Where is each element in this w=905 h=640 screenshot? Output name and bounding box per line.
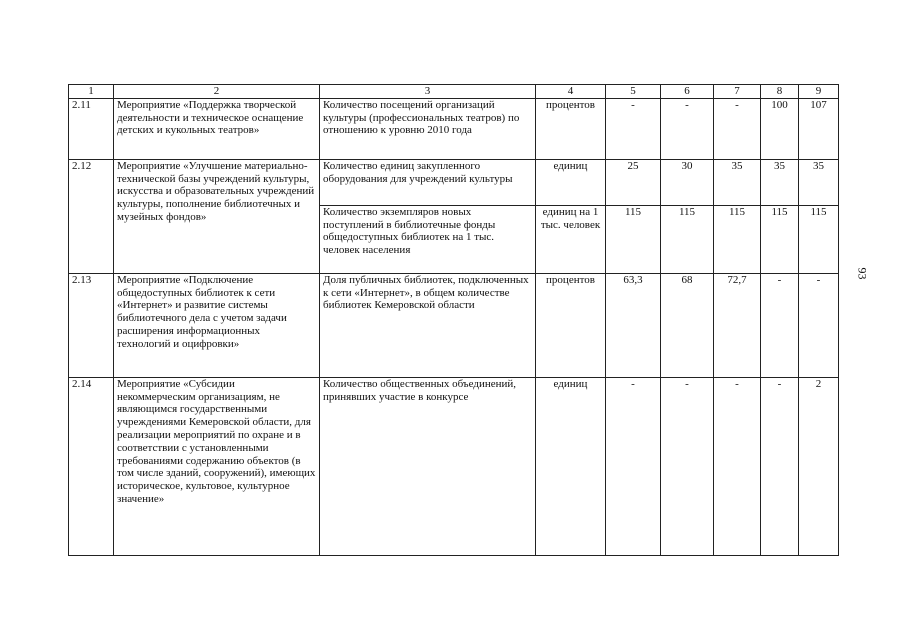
unit-cell: единиц на 1 тыс. человек bbox=[536, 205, 606, 273]
value-cell: 115 bbox=[714, 205, 761, 273]
row-number: 2.14 bbox=[69, 377, 114, 555]
indicator-cell: Количество единиц закупленного оборудования для учреждений культуры bbox=[320, 159, 536, 205]
value-cell: 115 bbox=[799, 205, 839, 273]
unit-cell: процентов bbox=[536, 98, 606, 159]
value-cell: 72,7 bbox=[714, 273, 761, 377]
value-cell: - bbox=[661, 377, 714, 555]
row-number: 2.12 bbox=[69, 159, 114, 273]
value-cell: 63,3 bbox=[606, 273, 661, 377]
indicator-cell: Количество общественных объединений, принявших участие в конкурсе bbox=[320, 377, 536, 555]
page-number: 93 bbox=[855, 267, 870, 280]
table-row bbox=[69, 273, 839, 377]
table-row bbox=[69, 377, 839, 555]
row-number: 2.13 bbox=[69, 273, 114, 377]
value-cell: - bbox=[714, 98, 761, 159]
unit-cell: единиц bbox=[536, 159, 606, 205]
column-header: 2 bbox=[114, 85, 320, 99]
value-cell: 35 bbox=[714, 159, 761, 205]
value-cell: - bbox=[761, 273, 799, 377]
value-cell: 30 bbox=[661, 159, 714, 205]
value-cell: 35 bbox=[761, 159, 799, 205]
value-cell: - bbox=[606, 377, 661, 555]
event-cell: Мероприятие «Подключение общедоступных библиотек к сети «Интернет» и развитие системы библиотечного дела с учетом задачи расширения информационных технологий и оцифровки» bbox=[114, 273, 320, 377]
value-cell: - bbox=[799, 273, 839, 377]
value-cell: 115 bbox=[761, 205, 799, 273]
value-cell: 2 bbox=[799, 377, 839, 555]
column-header: 4 bbox=[536, 85, 606, 99]
column-header: 5 bbox=[606, 85, 661, 99]
row-number: 2.11 bbox=[69, 98, 114, 159]
unit-cell: единиц bbox=[536, 377, 606, 555]
value-cell: 115 bbox=[606, 205, 661, 273]
unit-cell: процентов bbox=[536, 273, 606, 377]
column-header: 6 bbox=[661, 85, 714, 99]
value-cell: - bbox=[761, 377, 799, 555]
value-cell: - bbox=[661, 98, 714, 159]
value-cell: 107 bbox=[799, 98, 839, 159]
column-header: 9 bbox=[799, 85, 839, 99]
table-row bbox=[69, 98, 839, 159]
column-header: 3 bbox=[320, 85, 536, 99]
indicators-table bbox=[68, 84, 839, 556]
indicator-cell: Доля публичных библиотек, подключенных к сети «Интернет», в общем количестве библиотек Кемеровской области bbox=[320, 273, 536, 377]
table-header-row bbox=[69, 85, 839, 99]
indicator-cell: Количество посещений организаций культуры (профессиональных театров) по отношению к уровню 2010 года bbox=[320, 98, 536, 159]
indicator-cell: Количество экземпляров новых поступлений в библиотечные фонды общедоступных библиотек на 1 тыс. человек населения bbox=[320, 205, 536, 273]
value-cell: 68 bbox=[661, 273, 714, 377]
column-header: 7 bbox=[714, 85, 761, 99]
column-header: 1 bbox=[69, 85, 114, 99]
value-cell: 35 bbox=[799, 159, 839, 205]
column-header: 8 bbox=[761, 85, 799, 99]
event-cell: Мероприятие «Субсидии некоммерческим организациям, не являющимся государственными учреждениями Кемеровской области, для реализации мероприятий по охране и в соответствии с установленными требованиями содержанию объектов (в том числе зданий, сооружений), имеющих историческое, культовое, культурное значение» bbox=[114, 377, 320, 555]
value-cell: 115 bbox=[661, 205, 714, 273]
event-cell: Мероприятие «Улучшение материально-технической базы учреждений культуры, искусства и образовательных учреждений культуры, пополнение библиотечных и музейных фондов» bbox=[114, 159, 320, 273]
value-cell: - bbox=[714, 377, 761, 555]
value-cell: - bbox=[606, 98, 661, 159]
table-row bbox=[69, 159, 839, 205]
event-cell: Мероприятие «Поддержка творческой деятельности и техническое оснащение детских и кукольных театров» bbox=[114, 98, 320, 159]
value-cell: 25 bbox=[606, 159, 661, 205]
value-cell: 100 bbox=[761, 98, 799, 159]
